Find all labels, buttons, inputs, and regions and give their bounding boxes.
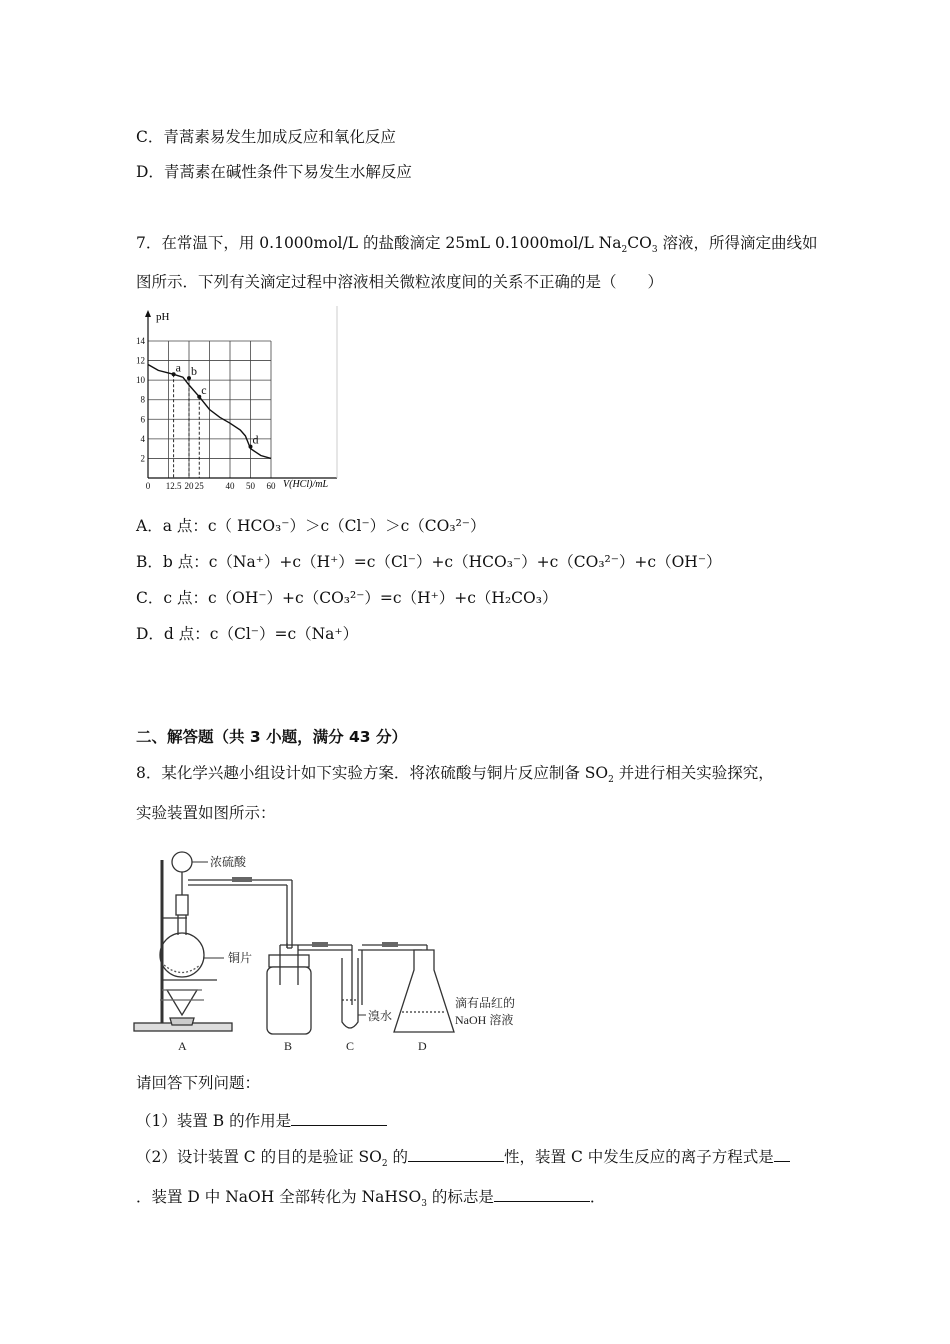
bottle-b: [267, 942, 352, 1034]
y-tick-label: 12: [136, 355, 145, 366]
y-tick-label: 6: [140, 414, 145, 425]
label-copper: 铜片: [228, 951, 253, 965]
q7-stem-sub-2: 3: [651, 245, 658, 256]
label-c: C: [346, 1039, 355, 1053]
q7-option-a: A．a 点：c（ HCO₃⁻）＞c（Cl⁻）＞c（CO₃²⁻）: [136, 517, 486, 535]
stand-a: [134, 860, 232, 1031]
x-tick-label: 60: [266, 481, 276, 491]
y-tick-label: 8: [140, 394, 145, 405]
q8-stem-line1: [136, 763, 774, 786]
label-d: D: [418, 1039, 427, 1053]
q8-sub2-blank-equation[interactable]: [774, 1145, 790, 1162]
section2-heading: 二、解答题（共 3 小题，满分 43 分）: [136, 728, 407, 746]
chart-axes: [136, 306, 337, 491]
q7-stem-text-a: 7．在常温下，用 0.1000mol/L 的盐酸滴定 25mL 0.1000mol/L Na: [136, 234, 622, 252]
q8-sub2-line2-end: ．: [589, 1188, 606, 1206]
point-label-c: c: [201, 382, 207, 397]
x-tick-label: 50: [246, 481, 255, 491]
q8-sub2-text-c: 性，装置 C 中发生反应的离子方程式是: [504, 1148, 774, 1166]
q8-sub1-answer-blank[interactable]: [291, 1109, 387, 1126]
q7-stem-sub-1: 2: [621, 245, 628, 256]
chart-y-axis-label: pH: [156, 311, 170, 323]
y-tick-label: 4: [140, 433, 145, 444]
q8-sub2-blank-indicator[interactable]: [494, 1185, 590, 1202]
q8-sub2-line2-text-a: ．装置 D 中 NaOH 全部转化为 NaHSO: [136, 1188, 422, 1206]
q7-option-d: D．d 点：c（Cl⁻）=c（Na⁺）: [136, 625, 359, 643]
q8-stem-sub: 2: [608, 775, 614, 786]
q6-option-c: C．青蒿素易发生加成反应和氧化反应: [136, 128, 396, 146]
q8-stem-line2: 实验装置如图所示：: [136, 804, 276, 822]
label-bromine: 溴水: [368, 1009, 393, 1023]
x-tick-label: 20: [184, 481, 194, 491]
q8-sub2-line2: [136, 1185, 606, 1210]
q8-sub2: [136, 1145, 790, 1170]
y-tick-label: 14: [136, 336, 145, 346]
q7-stem-line1: [136, 233, 818, 256]
flask-d: [394, 945, 454, 1032]
q7-stem-text-b: CO: [627, 234, 652, 252]
point-label-a: a: [175, 360, 181, 375]
q7-stem-text-c: 溶液，所得滴定曲线如: [657, 234, 818, 252]
label-a: A: [178, 1039, 187, 1053]
apparatus-figure: [132, 840, 532, 1055]
q8-prompt: 请回答下列问题：: [136, 1074, 261, 1092]
x-tick-label: 25: [194, 481, 204, 491]
point-label-b: b: [191, 364, 197, 379]
q8-sub2-sub: 2: [381, 1159, 388, 1170]
label-b: B: [284, 1039, 293, 1053]
q8-stem-text-a: 8．某化学兴趣小组设计如下实验方案．将浓硫酸与铜片反应制备 SO: [136, 764, 609, 782]
q8-sub2-text-b: 的: [387, 1148, 409, 1166]
label-d-line1: 滴有品红的: [455, 996, 516, 1010]
q8-sub1-text: （1）装置 B 的作用是: [136, 1112, 292, 1130]
tube-a-to-b: [287, 880, 292, 948]
x-tick-label: 0: [145, 481, 151, 491]
x-tick-label: 40: [225, 481, 235, 491]
burner: [160, 990, 204, 1025]
y-axis-arrow: [145, 310, 151, 317]
q8-stem-text-b: 并进行相关实验探究，: [613, 764, 774, 782]
q6-option-d: D．青蒿素在碱性条件下易发生水解反应: [136, 163, 412, 181]
q7-stem-line2: 图所示．下列有关滴定过程中溶液相关微粒浓度间的关系不正确的是（ ）: [136, 273, 664, 291]
x-tick-label: 12.5: [165, 481, 182, 491]
chart-x-axis-label: V(HCl)/mL: [283, 479, 328, 490]
label-d-line2: NaOH 溶液: [455, 1013, 514, 1027]
q8-sub2-line2-text-b: 的标志是: [426, 1188, 494, 1206]
label-acid: 浓硫酸: [210, 855, 247, 869]
q8-sub1: [136, 1109, 387, 1131]
titration-chart: [132, 306, 342, 496]
q8-sub2-text-a: （2）设计装置 C 的目的是验证 SO: [136, 1148, 382, 1166]
y-tick-label: 10: [136, 375, 145, 386]
point-label-d: d: [252, 432, 259, 447]
q7-option-c: C．c 点：c（OH⁻）+c（CO₃²⁻）=c（H⁺）+c（H₂CO₃）: [136, 589, 558, 607]
y-tick-label: 2: [140, 453, 145, 464]
q8-sub2-line2-sub: 3: [421, 1199, 427, 1210]
q8-sub2-blank-property[interactable]: [408, 1145, 504, 1162]
q7-option-b: B．b 点：c（Na⁺）+c（H⁺）=c（Cl⁻）+c（HCO₃⁻）+c（CO₃²⁻）+c（OH⁻）: [136, 553, 722, 571]
